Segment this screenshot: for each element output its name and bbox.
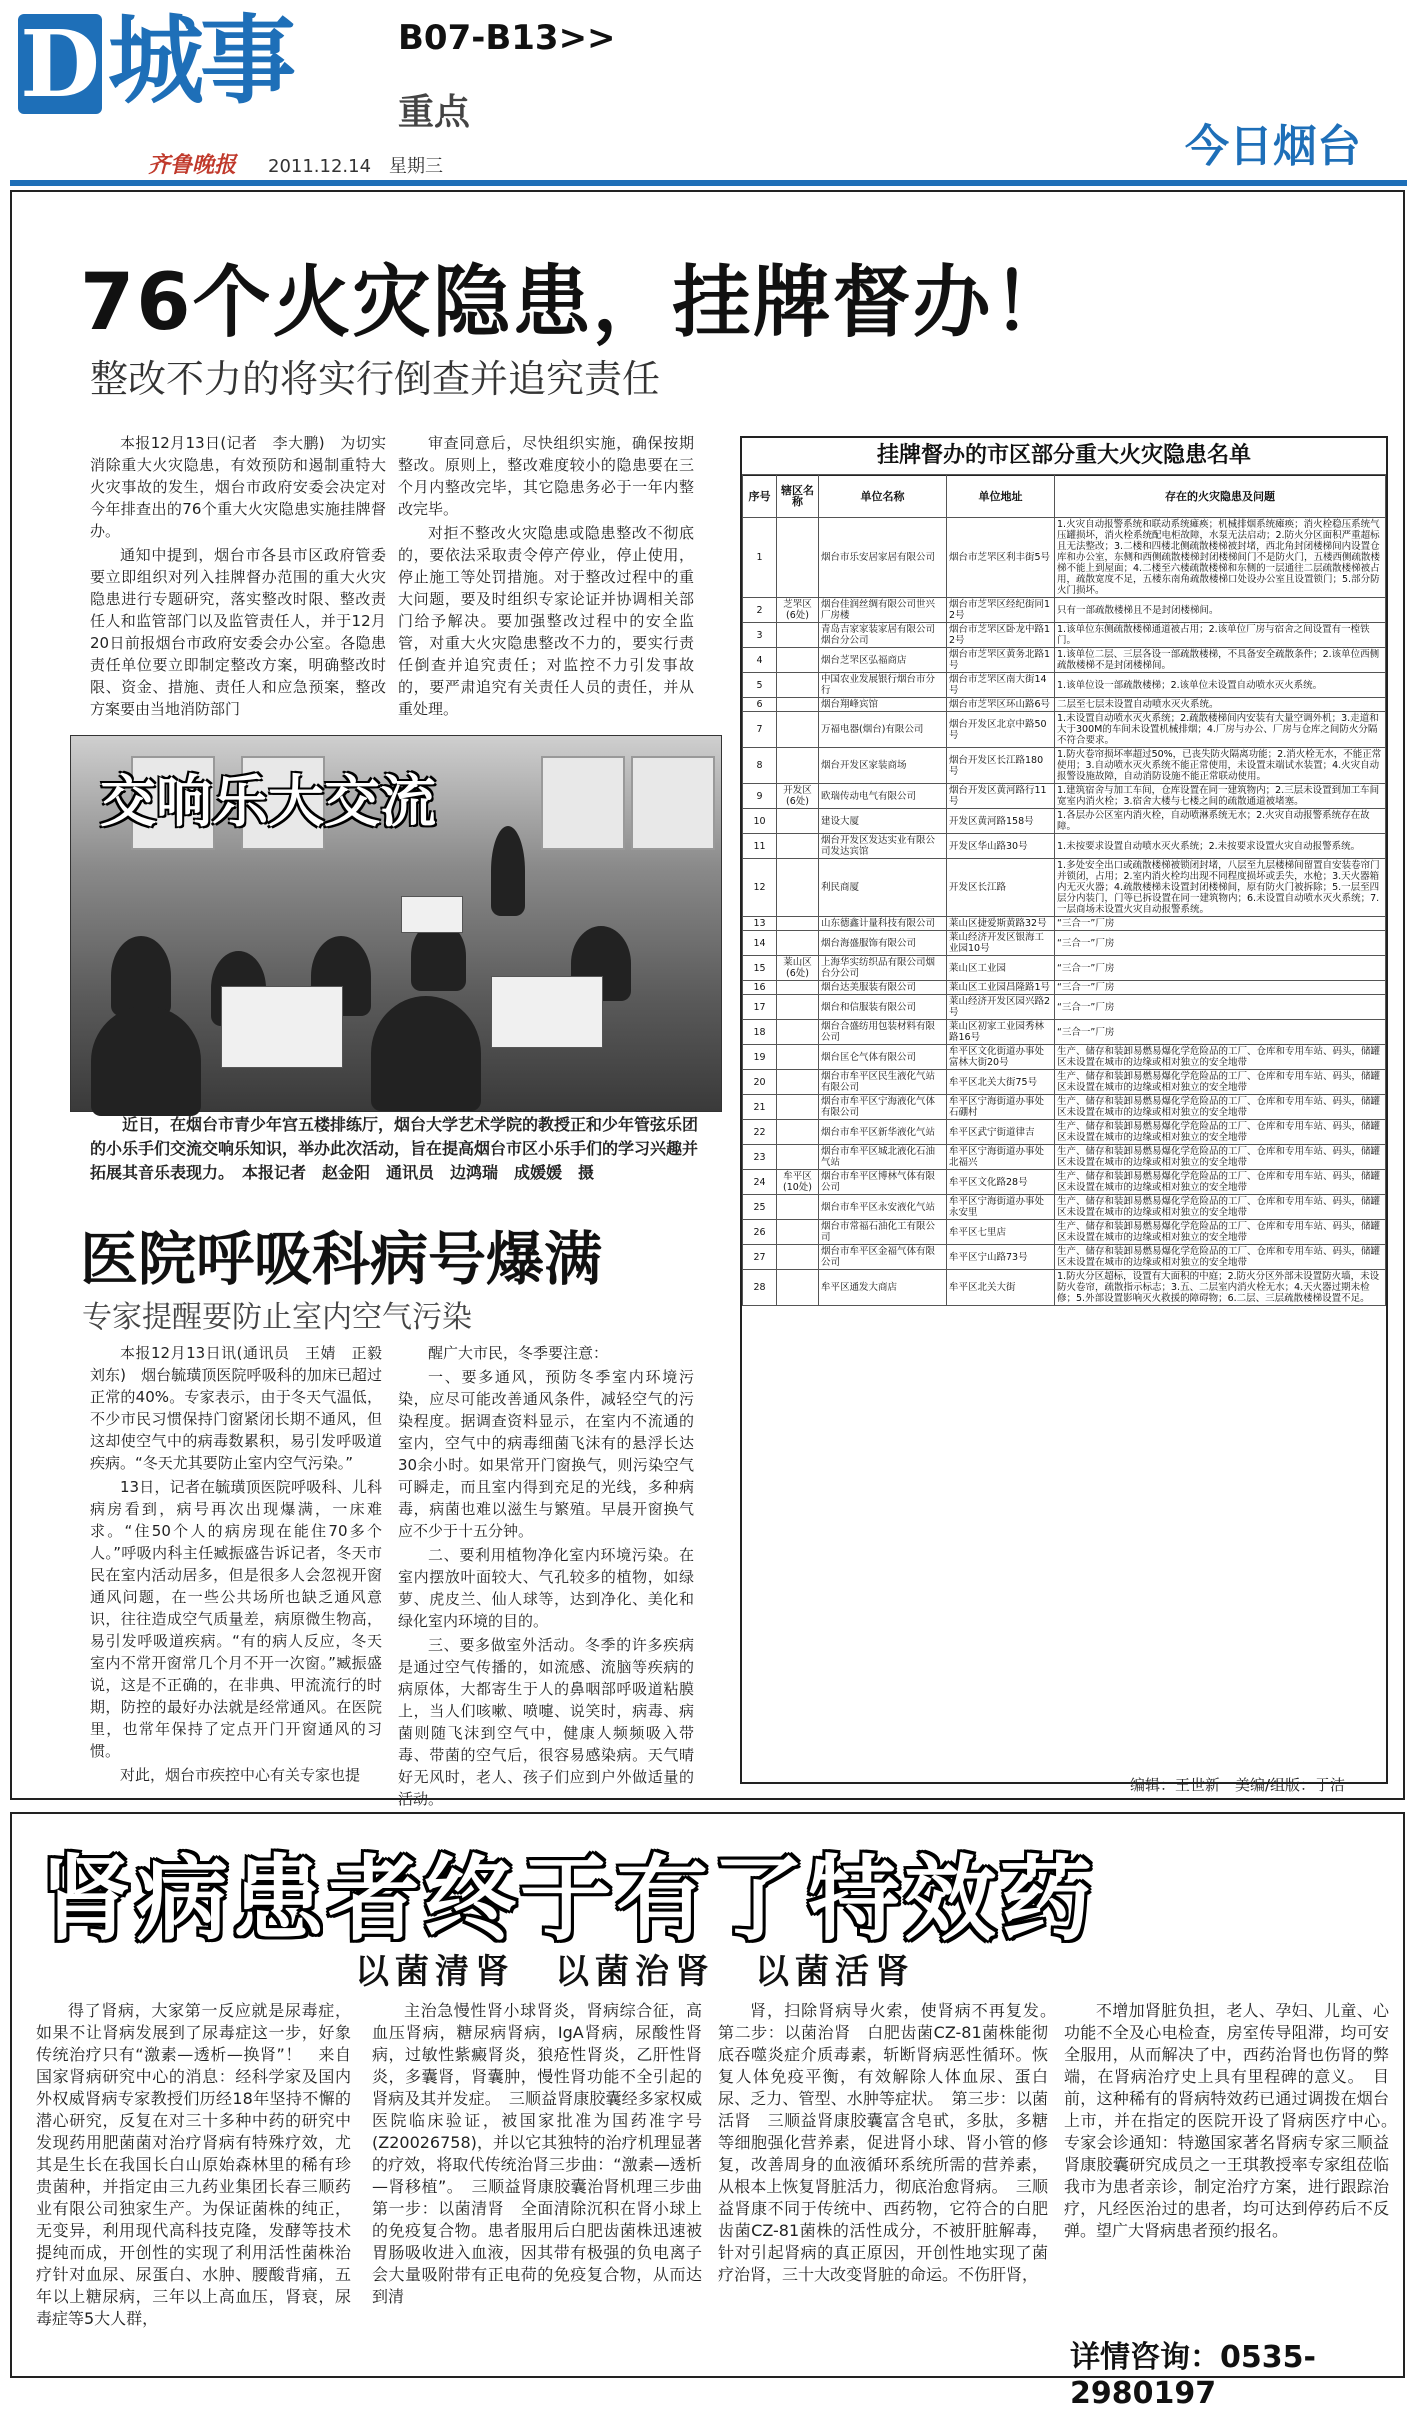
table-cell: “三合一”厂房 [1055,956,1386,981]
table-cell: 烟台海盛服饰有限公司 [819,931,947,956]
music-stand [401,896,463,933]
table-cell: 烟台芝罘区弘福商店 [819,648,947,673]
hospital-para: 醒广大市民，冬季要注意： [428,1344,609,1362]
fire-para: 对拒不整改火灾隐患或隐患整改不彻底的，要依法采取责令停产停业，停止使用，停止施工等处罚措施。对于整改过程中的重大问题，要及时组织专家论证并协调相关部门给予解决。要加强整改过程中的安全监管，对重大火灾隐患整改不力的，要实行责任倒查并追究责任；对监控不力引发事故的，要严肃追究有关责任人员的责任，并从重处理。 [398,524,694,718]
hospital-headline: 医院呼吸科病号爆满 [80,1225,603,1293]
table-cell: 开发区黄河路158号 [947,809,1055,834]
table-cell [777,518,819,598]
table-cell: 1 [743,518,777,598]
table-cell [777,698,819,712]
table-cell: 烟台市牟平区宁海液化气体有限公司 [819,1095,947,1120]
table-row [743,623,1386,648]
table-cell: 5 [743,673,777,698]
table-row [743,1145,1386,1170]
table-cell: 12 [743,859,777,917]
table-cell: 烟台开发区家装商场 [819,748,947,784]
table-cell: 1.防火分区超标，设置有大面积的中庭；2.防火分区外部未设置防火墙，未设防火卷帘，疏散指示标志；3.五、二层室内消火栓无水；4.天火器过期未检修；5.外部设置影响灭火救援的障碍物；6.二层、三层疏散楼梯设置不足。 [1055,1270,1386,1306]
fire-headline: 76个火灾隐患，挂牌督办！ [80,258,1073,348]
table-cell: 建设大厦 [819,809,947,834]
table-cell: 烟台市芝罘区经纪街同12号 [947,598,1055,623]
musician-figure [111,936,171,1016]
hazard-table-title: 挂牌督办的市区部分重大火灾隐患名单 [742,438,1386,476]
table-row [743,1020,1386,1045]
publication-date: 2011.12.14 星期三 [268,156,444,177]
table-row [743,712,1386,748]
table-cell: 24 [743,1170,777,1195]
table-header-cell: 单位名称 [819,475,947,518]
hazard-table-box [740,436,1388,1784]
table-cell: 3 [743,623,777,648]
table-cell: 生产、储存和装卸易燃易爆化学危险品的工厂、仓库和专用车站、码头，储罐区未设置在城市的边缘或相对独立的安全地带 [1055,1220,1386,1245]
table-cell: 牟平区文化路28号 [947,1170,1055,1195]
table-cell: 生产、储存和装卸易燃易爆化学危险品的工厂、仓库和专用车站、码头，储罐区未设置在城市的边缘或相对独立的安全地带 [1055,1070,1386,1095]
table-cell: 只有一部疏散楼梯且不是封闭楼梯间。 [1055,598,1386,623]
table-cell [777,834,819,859]
table-cell: 生产、储存和装卸易燃易爆化学危险品的工厂、仓库和专用车站、码头，储罐区未设置在城市的边缘或相对独立的安全地带 [1055,1195,1386,1220]
table-cell [777,931,819,956]
table-cell: 烟台佳润丝绸有限公司世兴厂房楼 [819,598,947,623]
table-cell [777,1245,819,1270]
table-cell [777,712,819,748]
table-cell: 烟台合盛纺用包装材料有限公司 [819,1020,947,1045]
ad-column-4 [1064,2000,1406,2325]
table-cell: 27 [743,1245,777,1270]
photo-title: 交响乐大交流 [100,770,436,835]
table-cell [777,995,819,1020]
section-logo-badge: D [18,14,102,114]
table-cell [777,917,819,931]
table-cell: 烟台市牟平区民生液化气站有限公司 [819,1070,947,1095]
masthead-divider [10,180,1407,186]
table-cell: 烟台市芝罘区卧龙中路12号 [947,623,1055,648]
table-cell: 烟台开发区黄河路行11号 [947,784,1055,809]
table-cell: 牟平区北关大街 [947,1270,1055,1306]
ad-headline: 肾病患者终于有了特效药 [40,1846,1097,1953]
table-cell: 23 [743,1145,777,1170]
table-row [743,1095,1386,1120]
fire-para: 通知中提到，烟台市各县市区政府管委要立即组织对列入挂牌督办范围的重大火灾隐患进行专题研究，落实整改时限、整改责任人和监管部门以及监管责任人，并于12月20日前报烟台市政府安委会办公室。各隐患责任单位要立即制定整改方案，明确整改时限、资金、措施、责任人和应急预案，整改方案要由当地消防部门 [90,546,386,718]
table-cell: 1.建筑宿舍与加工车间，仓库设置在同一建筑物内；2.三层未设置到加工车间宽室内消火栓；3.宿舍大楼与七楼之间的疏散通道被堵塞。 [1055,784,1386,809]
table-cell: 山东德鑫计量科技有限公司 [819,917,947,931]
table-cell: 20 [743,1070,777,1095]
ad-para: 得了肾病，大家第一反应就是尿毒症，如果不让肾病发展到了尿毒症这一步，好象传统治疗只有“激素—透析—换肾”！ 来自国家肾病研究中心的消息：经科学家及国内外权威肾病专家教授们历经18年坚持不懈的潜心研究，反复在对三十多种中药的研究中发现药用肥菌菌对治疗肾病有特殊疗效，尤其是生长在我国长白山原始森林里的稀有珍贵菌种，并指定由三九药业集团长春三顺药业有限公司独家生产。为保证菌株的纯正，无变异，利用现代高科技克隆，发酵等技术提纯而成，开创性的实现了利用活性菌株治疗针对血尿、尿蛋白、水肿、腰酸背痛，五年以上糖尿病，三年以上高血压，肾衰，尿毒症等5大人群， [36,2001,351,2328]
table-cell: “三合一”厂房 [1055,981,1386,995]
table-row [743,834,1386,859]
table-cell: 1.该单位东侧疏散楼梯通道被占用；2.该单位厂房与宿舍之间设置有一樘铁门。 [1055,623,1386,648]
table-cell: 烟台市牟平区城北液化石油气站 [819,1145,947,1170]
table-row [743,698,1386,712]
table-row [743,1070,1386,1095]
table-cell: 1.防火卷帘损坏率超过50%，已丧失防火隔离功能；2.消火栓无水，不能正常使用；3.自动喷水灭火系统不能正常使用，未设置末端试水装置；4.火灾自动报警设施故障，自动消防设施不能正常联动使用。 [1055,748,1386,784]
table-row [743,673,1386,698]
table-cell: 芝罘区(6处) [777,598,819,623]
hospital-para: 对此，烟台市疾控中心有关专家也提 [120,1766,361,1784]
table-cell: 牟平区七里店 [947,1220,1055,1245]
table-cell: 1.火灾自动报警系统和联动系统瘫痪；机械排烟系统瘫痪；消火栓稳压系统气压罐损坏，消火栓系统配电柜故障，水泵无法启动；2.防火分区面积严重超标且无法整改；3.二楼和四楼北侧疏散楼梯被封堵，西北角封闭楼梯间内设置仓库和办公室，东侧和西侧疏散楼梯封闭楼梯间门不是防火门，五楼西侧疏散楼梯不能上到屋面；4.二楼至六楼疏散楼梯和东侧的一层通往二层疏散楼梯被占用，疏散宽度不足，五楼东南角疏散楼梯口处设办公室且设置锁门；5.部分防火门损坏。 [1055,518,1386,598]
table-cell [777,1145,819,1170]
table-cell: 烟台市芝罘区环山路6号 [947,698,1055,712]
hospital-para: 一、要多通风，预防冬季室内环境污染，应尽可能改善通风条件，减轻空气的污染程度。据调查资料显示，在室内不流通的室内，空气中的病毒细菌飞沫有的悬浮长达30余小时。如果常开门窗换气，则污染空气可瞬走，而且室内得到充足的光线，多种病毒，病菌也难以滋生与繁殖。早晨开窗换气应不少于十五分钟。 [398,1368,694,1540]
table-cell: 莱山经济开发区园兴路2号 [947,995,1055,1020]
table-row [743,931,1386,956]
fire-para: 审查同意后，尽快组织实施，确保按期整改。原则上，整改难度较小的隐患要在三个月内整改完毕，其它隐患务必于一年内整改完毕。 [398,434,694,518]
table-row [743,1195,1386,1220]
table-cell: 二层至七层未设置自动喷水灭火系统。 [1055,698,1386,712]
table-cell: 25 [743,1195,777,1220]
table-cell: 烟台市牟平区新华液化气站 [819,1120,947,1145]
table-cell: 莱山经济开发区银海工业园10号 [947,931,1055,956]
table-cell [777,1070,819,1095]
table-cell: 牟平区宁海街道办事处永安里 [947,1195,1055,1220]
table-row [743,1245,1386,1270]
music-stand [491,976,603,1048]
table-cell [777,1045,819,1070]
musician-figure [371,996,481,1111]
fire-subhead: 整改不力的将实行倒查并追究责任 [90,357,661,401]
table-cell: 1.多处安全出口或疏散楼梯被锁闭封堵，八层至九层楼梯间留置自安装卷帘门并锁闭，占用；2.室内消火栓均出现不同程度损坏或丢失，水枪；3.天火器箱内无灭火器；4.疏散楼梯未设置封闭楼梯间，原有防火门被拆除；5.一层至四层分内装门，门等已拆设置在同一建筑物内；6.未设置自动喷水灭火系统；7.一层商场未设置火灾自动报警系统。 [1055,859,1386,917]
table-cell: 牟平区文化街道办事处富林大街20号 [947,1045,1055,1070]
table-cell: 烟台市常福石油化工有限公司 [819,1220,947,1245]
table-row [743,648,1386,673]
table-cell: 烟台和信服装有限公司 [819,995,947,1020]
table-cell: 22 [743,1120,777,1145]
table-header-cell: 序号 [743,475,777,518]
table-cell: 烟台市芝罘区黄务北路1号 [947,648,1055,673]
paper-logo: 齐鲁晚报 [148,152,237,178]
table-cell: 牟平区宁山路73号 [947,1245,1055,1270]
table-row [743,917,1386,931]
table-cell [777,1220,819,1245]
table-cell: 10 [743,809,777,834]
table-cell: 烟台匡仑气体有限公司 [819,1045,947,1070]
table-row [743,598,1386,623]
table-cell: 烟台市牟平区永安液化气站 [819,1195,947,1220]
table-cell: 莱山区捷爱斯黄路32号 [947,917,1055,931]
table-row [743,1045,1386,1070]
table-header-cell: 辖区名称 [777,475,819,518]
table-cell: 烟台翔峰宾馆 [819,698,947,712]
table-cell [777,1095,819,1120]
hospital-column-2 [398,1342,694,1808]
table-cell: 莱山区工业园昌隆路1号 [947,981,1055,995]
page-range-link[interactable]: B07-B13>> [398,18,616,58]
table-cell: 18 [743,1020,777,1045]
table-cell: 烟台市乐安居家居有限公司 [819,518,947,598]
table-row [743,1270,1386,1306]
edition-name: 今日烟台 [1185,121,1361,172]
table-row [743,956,1386,981]
table-row [743,1220,1386,1245]
table-cell: 万福电器(烟台)有限公司 [819,712,947,748]
ad-para: 肾，扫除肾病导火索，使肾病不再复发。 第二步：以菌治肾 白肥齿菌CZ-81菌株能彻底吞噬炎症介质毒素，斩断肾病恶性循环。恢复人体免疫平衡，有效解除人体血尿、蛋白尿、乏力、管型、水肿等症状。 第三步：以菌活肾 三顺益肾康胶囊富含皂甙，多肽，多糖等细胞强化营养素，促进肾小球、肾小管的修复，改善周身的血液循环系统所需的营养素，从根本上恢复肾脏活力，彻底治愈肾病。 三顺益肾康不同于传统中、西药物，它符合的白肥齿菌CZ-81菌株的活性成分，不被肝脏解毒，针对引起肾病的真正原因，开创性地实现了菌疗治肾，三十大改变肾脏的命运。不伤肝肾， [718,2001,1065,2284]
table-cell: 1.该单位设一部疏散楼梯；2.该单位未设置自动喷水灭火系统。 [1055,673,1386,698]
ad-para: 不增加肾脏负担，老人、孕妇、儿童、心功能不全及心电检查，房室传导阻滞，均可安全服用，从而解决了中，西药治肾也伤肾的弊端，在肾病治疗史上具有里程碑的意义。 目前，这种稀有的肾病特效药已通过调拨在烟台上市，并在指定的医院开设了肾病医疗中心。 专家会诊通知：特邀国家著名肾病专家三顺益肾康胶囊研究成员之一王琪教授率专家组莅临我市为患者亲诊，制定治疗方案，进行跟踪治疗，凡经医治过的患者，均可达到停药后不反弹。望广大肾病患者预约报名。 [1064,2001,1406,2240]
photo-caption: 近日，在烟台市青少年宫五楼排练厅，烟台大学艺术学院的教授正和少年管弦乐团的小乐手们交流交响乐知识，举办此次活动，旨在提高烟台市区小乐手们的学习兴趣并拓展其音乐表现力。 本报记者 赵金阳 通讯员 边鸿瑞 成媛媛 摄 [90,1115,699,1182]
ad-column-2 [372,2000,719,2370]
table-cell [777,1120,819,1145]
ad-column-1 [36,2000,351,2370]
table-cell: 青岛吉家家装家居有限公司烟台分公司 [819,623,947,648]
table-row [743,748,1386,784]
table-cell: 13 [743,917,777,931]
table-cell [777,1270,819,1306]
table-row [743,809,1386,834]
table-cell: 烟台开发区长江路180号 [947,748,1055,784]
table-cell [777,673,819,698]
table-cell: 9 [743,784,777,809]
table-cell: 开发区长江路 [947,859,1055,917]
table-cell: 开发区华山路30号 [947,834,1055,859]
table-cell [777,1195,819,1220]
table-cell: 烟台开发区发达实业有限公司发达宾馆 [819,834,947,859]
music-stand [221,986,343,1068]
table-cell [777,648,819,673]
table-cell: “三合一”厂房 [1055,1020,1386,1045]
table-cell: 牟平区宁海街道办事处北福兴 [947,1145,1055,1170]
hospital-subhead: 专家提醒要防止室内空气污染 [82,1300,472,1335]
table-cell: 生产、储存和装卸易燃易爆化学危险品的工厂、仓库和专用车站、码头，储罐区未设置在城市的边缘或相对独立的安全地带 [1055,1145,1386,1170]
table-row [743,981,1386,995]
table-cell: 19 [743,1045,777,1070]
table-cell: 26 [743,1220,777,1245]
table-cell: 牟平区北关大街75号 [947,1070,1055,1095]
table-cell: 17 [743,995,777,1020]
table-header-cell: 单位地址 [947,475,1055,518]
table-cell: “三合一”厂房 [1055,917,1386,931]
table-cell: 生产、储存和装卸易燃易爆化学危险品的工厂、仓库和专用车站、码头，储罐区未设置在城市的边缘或相对独立的安全地带 [1055,1045,1386,1070]
table-header-row [743,475,1386,518]
table-cell: 上海华实纺织品有限公司烟台分公司 [819,956,947,981]
table-row [743,1120,1386,1145]
table-cell: 8 [743,748,777,784]
table-cell: 4 [743,648,777,673]
table-cell: 烟台开发区北京中路50号 [947,712,1055,748]
table-cell: 6 [743,698,777,712]
table-cell: 牟平区通发大商店 [819,1270,947,1306]
table-cell: 牟平区武宁街道律吉 [947,1120,1055,1145]
table-cell [777,1020,819,1045]
table-cell: 1.该单位二层、三层各设一部疏散楼梯，不具备安全疏散条件；2.该单位西侧疏散楼梯不是封闭楼梯间。 [1055,648,1386,673]
table-cell: 1.未按要求设置自动喷水灭火系统；2.未按要求设置火灾自动报警系统。 [1055,834,1386,859]
table-cell: 14 [743,931,777,956]
table-cell: 烟台市牟平区金福气体有限公司 [819,1245,947,1270]
table-cell [777,809,819,834]
musician-figure [91,1006,201,1116]
table-cell: 莱山区工业园 [947,956,1055,981]
ad-subhead: 以菌清肾 以菌治肾 以菌活肾 [355,1952,915,1992]
table-cell: 15 [743,956,777,981]
table-cell: 1.各层办公区室内消火栓，自动喷淋系统无水；2.火灾自动报警系统存在故障。 [1055,809,1386,834]
table-cell: 16 [743,981,777,995]
table-cell: 欧瑞传动电气有限公司 [819,784,947,809]
table-cell: 11 [743,834,777,859]
hospital-column-1 [90,1342,398,1784]
table-cell: “三合一”厂房 [1055,931,1386,956]
editor-credit: 编辑：王世新 美编/组版：于洁 [1130,1776,1346,1794]
fire-column-1 [90,432,386,722]
table-cell [777,859,819,917]
table-cell: 利民商厦 [819,859,947,917]
table-cell: 1.未设置自动喷水灭火系统；2.疏散楼梯间内安装有大量空调外机；3.走道和大于300M的车间未设置机械排烟；4.厂房与办公、厂房与仓库之间防火分隔不符合要求。 [1055,712,1386,748]
table-cell [777,623,819,648]
table-row [743,995,1386,1020]
table-cell: 烟台市牟平区博林气体有限公司 [819,1170,947,1195]
table-header-cell: 存在的火灾隐患及问题 [1055,475,1386,518]
hospital-para: 13日，记者在毓璜顶医院呼吸科、儿科病房看到，病号再次出现爆满，一床难求。“住50个人的病房现在能住70多个人。”呼吸内科主任臧振盛告诉记者，冬天市民在室内活动居多，但是很多人会忽视开窗通风问题，在一些公共场所也缺乏通风意识，往往造成空气质量差，病原微生物高，易引发呼吸道疾病。“有的病人反应，冬天室内不常开窗常几个月不开一次窗。”臧振盛说，这是不正确的，在非典、甲流流行的时期，防控的最好办法就是经常通风。在医院里，也常年保持了定点开门开窗通风的习惯。 [90,1478,382,1760]
table-cell: 7 [743,712,777,748]
table-cell: “三合一”厂房 [1055,995,1386,1020]
table-cell: 生产、储存和装卸易燃易爆化学危险品的工厂、仓库和专用车站、码头，储罐区未设置在城市的边缘或相对独立的安全地带 [1055,1095,1386,1120]
table-cell: 2 [743,598,777,623]
fire-para: 本报12月13日(记者 李大鹏) 为切实消除重大火灾隐患，有效预防和遏制重特大火灾事故的发生，烟台市政府安委会决定对今年排查出的76个重大火灾隐患实施挂牌督办。 [90,434,386,540]
table-cell: 生产、储存和装卸易燃易爆化学危险品的工厂、仓库和专用车站、码头，储罐区未设置在城市的边缘或相对独立的安全地带 [1055,1245,1386,1270]
table-cell: 烟台市芝罘区南大街14号 [947,673,1055,698]
hospital-para: 本报12月13日讯(通讯员 王婧 正毅 刘东) 烟台毓璜顶医院呼吸科的加床已超过正常的40%。专家表示，由于冬天气温低，不少市民习惯保持门窗紧闭长期不通风，但这却使空气中的病毒数累积，易引发呼吸道疾病。“冬天尤其要防止室内空气污染。” [90,1344,398,1472]
fire-column-2 [398,432,694,722]
table-cell: 莱山区初家工业园秀林路16号 [947,1020,1055,1045]
table-cell: 开发区(6处) [777,784,819,809]
table-cell: 21 [743,1095,777,1120]
ad-para: 主治急慢性肾小球肾炎，肾病综合征，高血压肾病，糖尿病肾病，IgA肾病，尿酸性肾病，过敏性紫癜肾炎，狼疮性肾炎，乙肝性肾炎，多囊肾，肾囊肿，慢性肾功能不全引起的肾病及其并发症。 三顺益肾康胶囊经多家权威医院临床验证，被国家批准为国药准字号(Z20026758)，并以它其独特的治疗机理显著的疗效，将取代传统治肾三步曲：“激素—透析—肾移植”。 三顺益肾康胶囊治肾机理三步曲 第一步：以菌清肾 全面清除沉积在肾小球上的免疫复合物。患者服用后白肥齿菌株迅速被胃肠吸收进入血液，因其带有极强的负电离子会大量吸附带有正电荷的免疫复合物，从而达到清 [372,2001,719,2306]
table-row [743,784,1386,809]
table-row [743,859,1386,917]
table-cell [777,981,819,995]
hospital-para: 三、要多做室外活动。冬季的许多疾病是通过空气传播的，如流感、流脑等疾病的病原体，大都寄生于人的鼻咽部呼吸道粘膜上，当人们咳嗽、喷嚏、说笑时，病毒、病菌则随飞沫到空气中，健康人频频吸入带毒、带菌的空气后，很容易感染病。天气晴好无风时，老人、孩子们应到户外做适量的活动。 [398,1636,694,1808]
photo-window [631,756,715,850]
hazard-table [742,474,1386,1306]
table-cell: 中国农业发展银行烟台市分行 [819,673,947,698]
hospital-para: 二、要利用植物净化室内环境污染。在室内摆放叶面较大、气孔较多的植物，如绿萝、虎皮兰、仙人球等，达到净化、美化和绿化室内环境的目的。 [398,1546,694,1630]
table-cell: 牟平区(10处) [777,1170,819,1195]
ad-hotline[interactable]: 详情咨询：0535-2980197 [1070,2340,1316,2411]
table-cell: 牟平区宁海街道办事处石硼村 [947,1095,1055,1120]
section-title: 城事 [108,5,292,117]
table-cell: 28 [743,1270,777,1306]
table-cell: 莱山区(6处) [777,956,819,981]
table-cell [777,748,819,784]
table-cell: 生产、储存和装卸易燃易爆化学危险品的工厂、仓库和专用车站、码头，储罐区未设置在城市的边缘或相对独立的安全地带 [1055,1120,1386,1145]
conductor-figure [491,826,525,916]
table-cell: 生产、储存和装卸易燃易爆化学危险品的工厂、仓库和专用车站、码头，储罐区未设置在城市的边缘或相对独立的安全地带 [1055,1170,1386,1195]
photo-window [541,756,625,850]
table-row [743,1170,1386,1195]
table-cell: 烟台市芝罘区利丰街5号 [947,518,1055,598]
section-tag: 重点 [398,92,471,133]
table-row [743,518,1386,598]
table-cell: 烟台达美服装有限公司 [819,981,947,995]
ad-column-3 [718,2000,1065,2370]
